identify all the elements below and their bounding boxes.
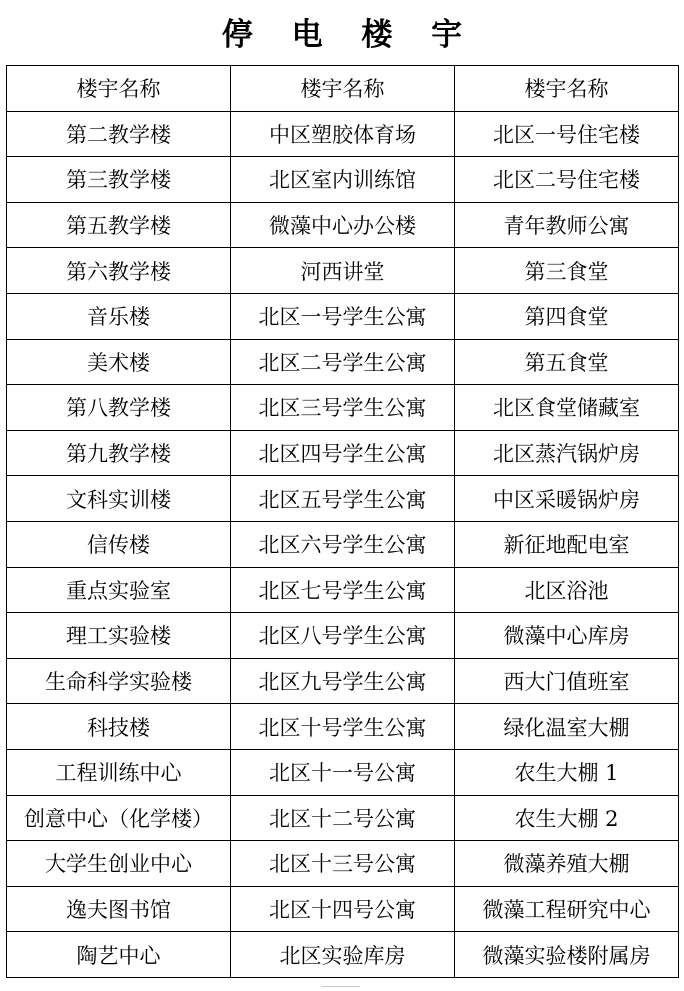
table-cell: 北区五号学生公寓 [231, 476, 455, 522]
table-cell: 北区三号学生公寓 [231, 385, 455, 431]
page-title: 停 电 楼 宇 [221, 17, 477, 53]
table-cell: 微藻实验楼附属房 [455, 932, 679, 978]
table-row [7, 339, 679, 385]
table-cell: 工程训练中心 [7, 749, 231, 795]
table-cell: 北区二号学生公寓 [231, 339, 455, 385]
table-cell: 北区四号学生公寓 [231, 430, 455, 476]
table-cell: 中区塑胶体育场 [231, 111, 455, 157]
table-cell: 北区十号学生公寓 [231, 704, 455, 750]
table-row [7, 248, 679, 294]
table-cell: 河西讲堂 [231, 248, 455, 294]
table-row [7, 521, 679, 567]
table-cell: 生命科学实验楼 [7, 658, 231, 704]
table-cell: 北区十一号公寓 [231, 749, 455, 795]
table-cell: 音乐楼 [7, 293, 231, 339]
table-cell: 大学生创业中心 [7, 841, 231, 887]
table-cell: 北区食堂储藏室 [455, 385, 679, 431]
table-cell: 北区一号住宅楼 [455, 111, 679, 157]
table-cell: 微藻工程研究中心 [455, 886, 679, 932]
table-row [7, 795, 679, 841]
power-outage-buildings-table [6, 65, 679, 978]
table-row [7, 430, 679, 476]
table-cell: 科技楼 [7, 704, 231, 750]
table-cell: 农生大棚 2 [455, 795, 679, 841]
table-cell: 逸夫图书馆 [7, 886, 231, 932]
table-cell: 北区六号学生公寓 [231, 521, 455, 567]
table-cell: 北区二号住宅楼 [455, 157, 679, 203]
table-cell: 微藻养殖大棚 [455, 841, 679, 887]
page-edge-marker [322, 986, 360, 991]
table-cell: 理工实验楼 [7, 613, 231, 659]
table-cell: 青年教师公寓 [455, 202, 679, 248]
table-cell: 信传楼 [7, 521, 231, 567]
table-cell: 绿化温室大棚 [455, 704, 679, 750]
table-cell: 文科实训楼 [7, 476, 231, 522]
table-cell: 北区浴池 [455, 567, 679, 613]
table-row [7, 704, 679, 750]
table-row [7, 749, 679, 795]
table-body [7, 111, 679, 977]
table-cell: 第五食堂 [455, 339, 679, 385]
table-cell: 美术楼 [7, 339, 231, 385]
table-cell: 北区七号学生公寓 [231, 567, 455, 613]
table-cell: 新征地配电室 [455, 521, 679, 567]
table-row [7, 293, 679, 339]
table-row [7, 613, 679, 659]
table-row [7, 157, 679, 203]
table-cell: 第五教学楼 [7, 202, 231, 248]
table-row [7, 658, 679, 704]
table-cell: 陶艺中心 [7, 932, 231, 978]
table-row [7, 476, 679, 522]
table-cell: 微藻中心库房 [455, 613, 679, 659]
table-row [7, 932, 679, 978]
table-row [7, 111, 679, 157]
table-cell: 西大门值班室 [455, 658, 679, 704]
table-row [7, 841, 679, 887]
table-cell: 北区十二号公寓 [231, 795, 455, 841]
table-cell: 微藻中心办公楼 [231, 202, 455, 248]
table-row [7, 385, 679, 431]
table-row [7, 567, 679, 613]
table-cell: 第四食堂 [455, 293, 679, 339]
table-cell: 第三食堂 [455, 248, 679, 294]
column-header: 楼宇名称 [231, 66, 455, 112]
table-row [7, 886, 679, 932]
table-cell: 北区九号学生公寓 [231, 658, 455, 704]
table-cell: 北区一号学生公寓 [231, 293, 455, 339]
column-header: 楼宇名称 [455, 66, 679, 112]
table-row [7, 202, 679, 248]
column-header: 楼宇名称 [7, 66, 231, 112]
header-row [7, 66, 679, 112]
table-cell: 第三教学楼 [7, 157, 231, 203]
table-header [7, 66, 679, 112]
table-cell: 北区室内训练馆 [231, 157, 455, 203]
table-cell: 重点实验室 [7, 567, 231, 613]
table-cell: 北区实验库房 [231, 932, 455, 978]
table-cell: 北区蒸汽锅炉房 [455, 430, 679, 476]
table-cell: 农生大棚 1 [455, 749, 679, 795]
table-cell: 第九教学楼 [7, 430, 231, 476]
table-cell: 第八教学楼 [7, 385, 231, 431]
table-cell: 北区十四号公寓 [231, 886, 455, 932]
table-cell: 创意中心（化学楼） [7, 795, 231, 841]
table-cell: 北区十三号公寓 [231, 841, 455, 887]
table-cell: 中区采暖锅炉房 [455, 476, 679, 522]
table-cell: 北区八号学生公寓 [231, 613, 455, 659]
table-cell: 第六教学楼 [7, 248, 231, 294]
table-cell: 第二教学楼 [7, 111, 231, 157]
